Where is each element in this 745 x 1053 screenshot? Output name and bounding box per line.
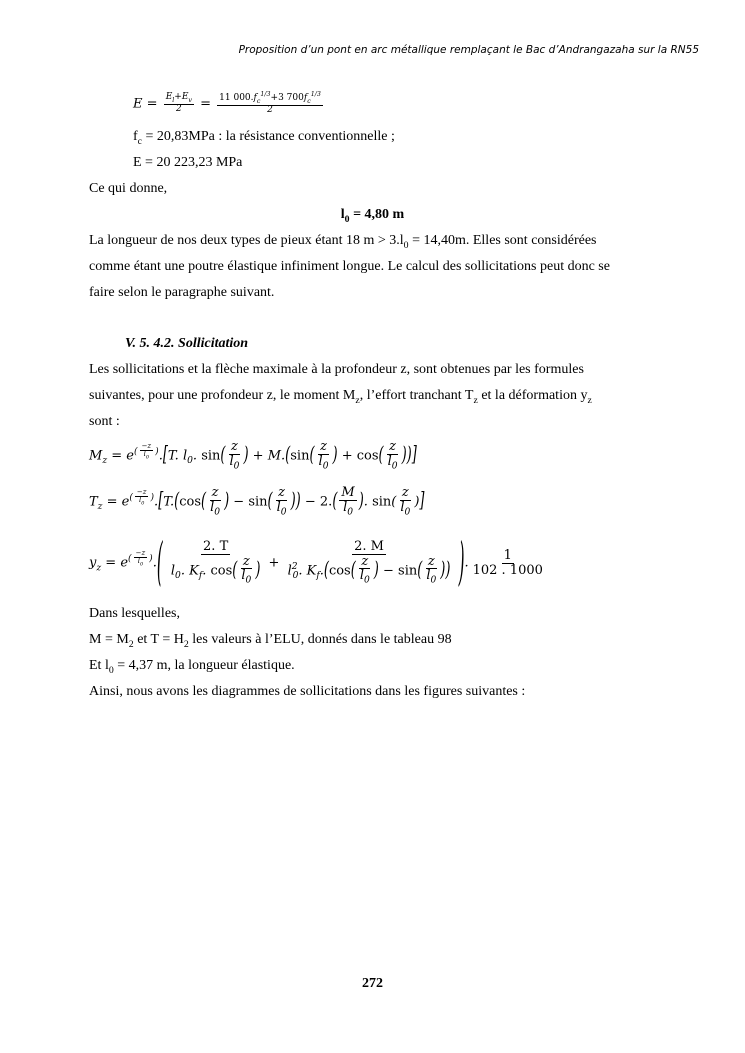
text-line: suivantes, pour une profondeur z, le moment $M_z$, l’effort tranchant $T_z$ et la déformation $y_z$ (89, 388, 592, 406)
l0-result: $l_0 = 4,80$ m (340, 207, 405, 225)
page-number: 272 (362, 976, 383, 991)
formula-Tz: $T_z = e^{( \frac{-z}{l_0} )}.[T.(\cos$( $\frac{z}{l_0}$ ) − sin( $\frac{z}{l_0}$ )) − 2.( $\frac{M}{l_0}$ ). sin( $\frac{z}{l_0}$ )] (89, 485, 425, 518)
fc-line: $f_c = 20,83MPa$ : la résistance conventionnelle ; (133, 129, 395, 147)
text-line: La longueur de nos deux types de pieux étant 18 $m > 3.l_0 = 14,40m$. Elles sont considérées (89, 233, 597, 251)
section-heading: V. 5. 4.2. Sollicitation (125, 336, 249, 351)
text-line: comme étant une poutre élastique infiniment longue. Le calcul des sollicitations peut donc se (89, 259, 610, 274)
text-line: sont : (89, 414, 120, 429)
text-line: Et $l_0 = 4,37$ m, la longueur élastique. (89, 658, 295, 676)
text-line: Dans lesquelles, (89, 606, 180, 621)
text-line: $M = M_2$ et $T = H_2$ les valeurs à l’ELU, donnés dans le tableau 98 (89, 632, 452, 650)
text-line: faire selon le paragraphe suivant. (89, 285, 275, 300)
formula-E: E = $\frac{E_l+E_v}{2}$ = $\frac{11 000.f_c^{1/3}+3 700f_c^{1/3}}{2}$ (133, 91, 321, 116)
formula-Mz: $M_z = e^{( \frac{-z}{l_0} )}.[T$. $l_0$. sin( $\frac{z}{l_0}$ ) + M.(sin( $\frac{z}{l_0}$ ) + cos( $\frac{z}{l_0}$ ))] (89, 439, 417, 472)
text-line: Ainsi, nous avons les diagrammes de sollicitations dans les figures suivantes : (89, 684, 526, 699)
formula-yz: $y_z = e^{( \frac{-z}{l_0} )}$.( 2. T $l_0$. $K_f$. cos( $\frac{z}{l_0}$ ) + 2. M $l^2_0$. $K_f.(\cos$( $\frac{z}{l_0}$ ) − sin( $\frac{z}{l_0}$ )) ). $\frac{1}{102 . 1000}$ (89, 531, 543, 593)
text-line: Ce qui donne, (89, 181, 168, 196)
running-header: Proposition d’un pont en arc métallique remplaçant le Bac d’Andrangazaha sur la RN55 (238, 44, 699, 56)
e-value-line: E = 20 223,23 MPa (133, 155, 243, 170)
text-line: Les sollicitations et la flèche maximale à la profondeur z, sont obtenues par les formules (89, 362, 584, 377)
